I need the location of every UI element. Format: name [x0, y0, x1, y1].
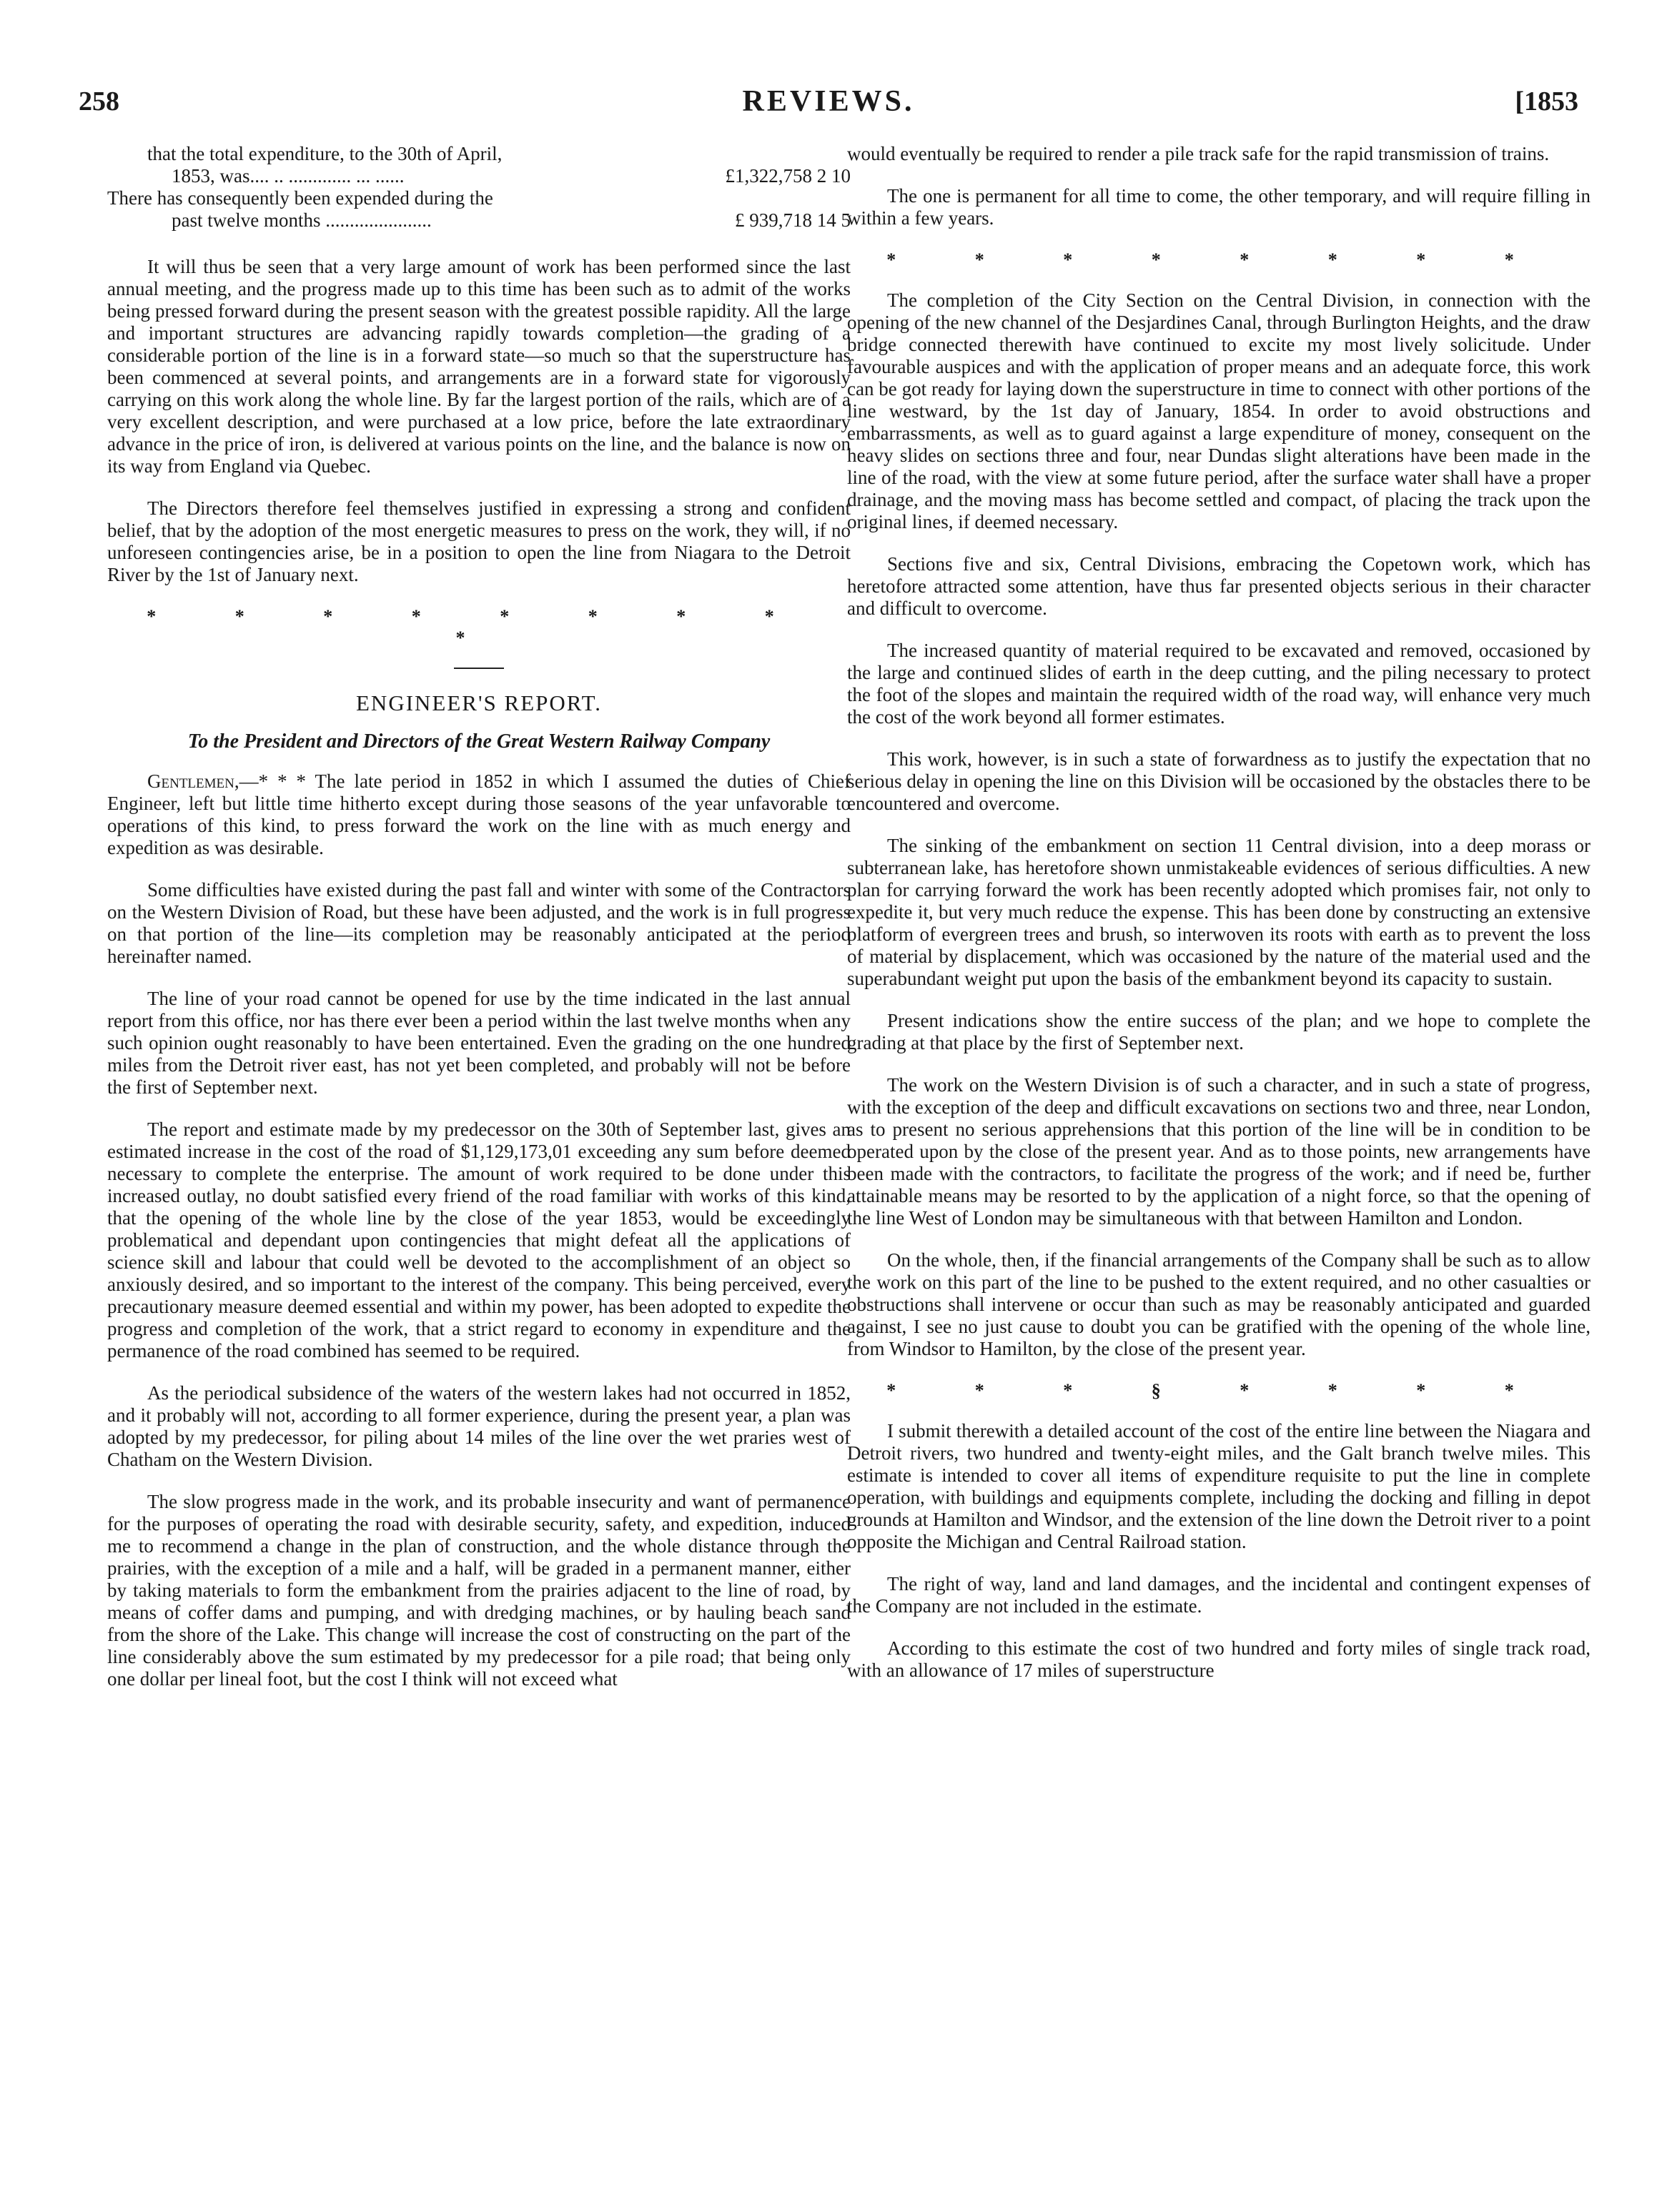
paragraph: The slow progress made in the work, and its probable insecurity and want of permanence for the purposes of operating the road with desirable security, safety, and expedition, induced me to recommend a change in the plan of construction, and the whole distance through the prairies, with the exception of a mile and a half, will be graded in a permanent manner, either by taking materials to form the embankment from the prairies adjacent to the line of road, by means of coffer dams and pumping, and with dredging machines, or by hauling beach sand from the shore of the Lake. This change will increase the cost of constructing on the part of the line considerably above the sum estimated by my predecessor for a pile road; that being only one dollar per lineal foot, but the cost I think will not exceed what [107, 1491, 851, 1690]
paragraph: The completion of the City Section on the Central Division, in connection with the opening of the new channel of the Desjardines Canal, through Burlington Heights, and the draw bridge connected therewith have continued to excite my most lively solicitude. Under favourable auspices and with the application of proper means and an adequate force, this work can be got ready for laying down the superstructure in time to connect with other portions of the line westward, by the 1st day of January, 1854. In order to avoid obstructions and embarrassments, as well as to guard against a large expenditure of money, consequent on the heavy slides on sections three and four, near Dundas slight alterations have been made in the line of the road, with the view at some future period, after the surface water shall have a proper drainage, and the moving mass has become settled and compact, of placing the track upon the original lines, if deemed necessary. [847, 289, 1591, 532]
running-year: [1853 [1515, 86, 1578, 116]
paragraph: Some difficulties have existed during the past fall and winter with some of the Contractors on the Western Division of Road, but these have been adjusted, and the work is in full progress on that portion of the line—its completion may be reasonably anticipated at the period hereinafter named. [107, 879, 851, 967]
paragraph: According to this estimate the cost of two hundred and forty miles of single track road, with an allowance of 17 miles of superstructure [847, 1637, 1591, 1681]
paragraph: I submit therewith a detailed account of the cost of the entire line between the Niagara and Detroit rivers, two hundred and twenty-eight miles, and the Galt branch twelve miles. This estimate is intended to cover all items of expenditure requisite to put the line in complete operation, with buildings and equipments complete, including the docking and filling in depot grounds at Hamilton and Windsor, and the extension of the line down the Detroit river to a point opposite the Michigan and Central Railroad station. [847, 1420, 1591, 1552]
expenditure-label: past twelve months ...................... [172, 209, 432, 231]
expenditure-row [107, 143, 851, 165]
expenditure-amount: £1,322,758 2 10 [725, 165, 851, 187]
page-number: 258 [79, 86, 119, 116]
paragraph [107, 770, 851, 859]
expenditure-label: 1853, was.... .. ............. ... ...... [172, 165, 405, 187]
section-break-stars: * * * * * * * * [886, 249, 1551, 270]
paragraph: The report and estimate made by my predecessor on the 30th of September last, gives an estimated increase in the cost of the road of $1,129,173,01 exceeding any sum before deemed necessary to complete the enterprise. The amount of work required to be done under this increased outlay, no doubt satisfied every friend of the road familiar with works of this kind, that the opening of the whole line by the close of the year 1853, would be exceedingly problematical and dependant upon contingencies that might defeat all the applications of science skill and labour that could well be devoted to the accomplishment of an object so anxiously desired, and so important to the interest of the company. This being perceived, every precautionary measure deemed essential and within my power, has been adopted to expedite the progress and completion of the work, that a strict regard to economy in expenditure and the permanence of the road combined has seemed to be required. [107, 1119, 851, 1362]
paragraph: As the periodical subsidence of the waters of the western lakes had not occurred in 1852, and it probably will not, according to all former experience, during the present year, a plan was adopted by my predecessor, for piling about 14 miles of the line over the wet praries west of Chatham on the Western Division. [107, 1382, 851, 1470]
report-address: To the President and Directors of the Great Western Railway Company [187, 730, 771, 753]
expenditure-table [107, 143, 851, 232]
paragraph: The sinking of the embankment on section 11 Central division, into a deep morass or subterranean lake, has heretofore shown unmistakeable evidences of serious difficulties. A new plan for carrying forward the work has been recently adopted which promises fair, not only to expedite it, but very much reduce the expense. This has been done by constructing an extensive platform of evergreen trees and brush, so interwoven its roots with earth as to prevent the loss of material by displacement, which was occasioned by the nature of the material used and the superabundant weight put upon the basis of the embankment beyond its capacity to sustain. [847, 835, 1591, 989]
paragraph: The increased quantity of material required to be excavated and removed, occasioned by the large and continued slides of earth in the deep cutting, and the piling necessary to protect the foot of the slopes and maintain the required width of the road way, will enhance very much the cost of the work beyond all former estimates. [847, 640, 1591, 728]
paragraph-text: The late period in 1852 in which I assumed the duties of Chief Engineer, left but little time hitherto except during those seasons of the year unfavorable to operations of this kind, to press forward the work on the line with as much energy and expedition as was desirable. [107, 770, 851, 858]
paragraph: The one is permanent for all time to come, the other temporary, and will require filling in within a few years. [847, 185, 1591, 229]
divider-rule [454, 668, 504, 669]
salutation: Gentlemen,— [147, 770, 259, 792]
section-title: ENGINEER'S REPORT. [356, 690, 602, 715]
expenditure-row [107, 187, 851, 209]
paragraph: The right of way, land and land damages, and the incidental and contingent expenses of the Company are not included in the estimate. [847, 1573, 1591, 1617]
paragraph: Present indications show the entire success of the plan; and we hope to complete the grading at that place by the first of September next. [847, 1010, 1591, 1053]
running-title: REVIEWS. [742, 85, 915, 118]
expenditure-label: There has consequently been expended during the [107, 187, 493, 209]
expenditure-row [107, 209, 851, 232]
expenditure-row [107, 165, 851, 187]
running-header [0, 86, 1657, 129]
expenditure-label: that the total expenditure, to the 30th of April, [147, 143, 503, 164]
paragraph: The Directors therefore feel themselves justified in expressing a strong and confident belief, that by the adoption of the most energetic measures to press on the work, they will, if no unforeseen contingencies arise, be in a position to open the line from Niagara to the Detroit River by the 1st of January next. [107, 497, 851, 585]
expenditure-amount: £ 939,718 14 5 [735, 209, 851, 231]
section-break-stars: * * * § * * * * [886, 1380, 1551, 1401]
paragraph: Sections five and six, Central Divisions, embracing the Copetown work, which has heretofore attracted some attention, have thus far presented objects serious in their character and difficult to overcome. [847, 553, 1591, 619]
paragraph: The work on the Western Division is of such a character, and in such a state of progress, with the exception of the deep and difficult excavations on sections two and three, near London, as to present no serious apprehensions that this portion of the line will be in condition to be operated upon by the close of the present year. And as to those points, new arrangements have been made with the contractors, to facilitate the progress of the work; and if need be, further attainable means may be resorted to by the application of a night force, so that the opening of the line West of London may be simultaneous with that between Hamilton and London. [847, 1074, 1591, 1229]
paragraph: This work, however, is in such a state of forwardness as to justify the expectation that no serious delay in opening the line on this Division will be occasioned by the obstacles there to be encountered and overcome. [847, 748, 1591, 814]
left-column [107, 143, 851, 1710]
right-column [847, 143, 1591, 1702]
salutation-stars: * * * [258, 770, 307, 792]
section-break-stars: * * * * * * * * * [147, 606, 811, 648]
paragraph: The line of your road cannot be opened for use by the time indicated in the last annual report from this office, nor has there ever been a period within the last twelve months when any such opinion ought reasonably to have been entertained. Even the grading on the one hundred miles from the Detroit river east, has not yet been completed, and probably will not be before the first of September next. [107, 988, 851, 1098]
paragraph: On the whole, then, if the financial arrangements of the Company shall be such as to allow the work on this part of the line to be pushed to the extent required, and no other casualties or obstructions shall intervene or occur than such as may be reasonably anticipated and guarded against, I see no just cause to doubt you can be gratified with the opening of the whole line, from Windsor to Hamilton, by the close of the present year. [847, 1249, 1591, 1359]
paragraph: would eventually be required to render a pile track safe for the rapid transmission of trains. [847, 143, 1550, 164]
paragraph: It will thus be seen that a very large amount of work has been performed since the last annual meeting, and the progress made up to this time has been such as to admit of the works being pressed forward during the present season with the greatest possible rapidity. All the large and important structures are advancing rapidly towards completion—the grading of a considerable portion of the line is in a forward state—so much so that the superstructure has been commenced at several points, and arrangements are in a forward state for vigorously carrying on this work along the whole line. By far the largest portion of the rails, which are of a very excellent description, and were purchased at a low price, before the late extraordinary advance in the price of iron, is delivered at various points on the line, and the balance is now on its way from England via Quebec. [107, 256, 851, 477]
